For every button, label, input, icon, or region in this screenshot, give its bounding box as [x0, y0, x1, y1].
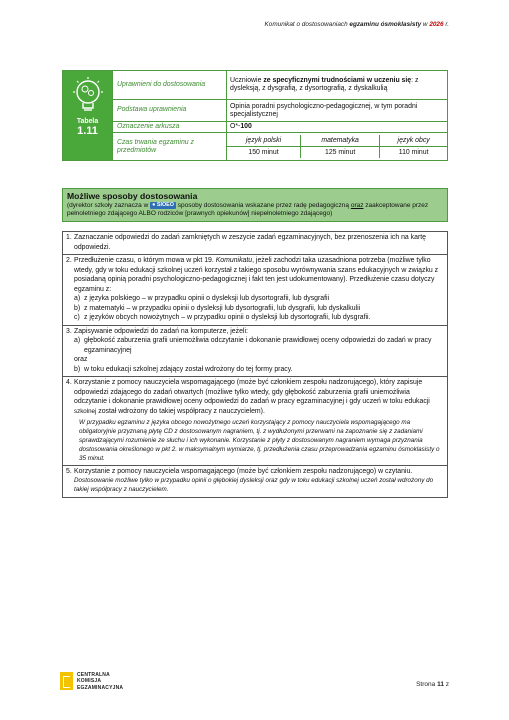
item-2-sub-a: a) z języka polskiego – w przypadku opinii o dysleksji lub dysortografii, lub dysgrafii [74, 295, 330, 303]
uprawnieni-value: Uczniowie ze specyficznymi trudnościami w uczeniu się: z dysleksją, z dysgrafią, z dysortografią, z dyskalkulią [227, 71, 448, 100]
item-2: 2. Przedłużenie czasu, o którym mowa w pkt 19. Komunikatu, jeżeli zachodzi taka uzasadniona potrzeba (możliwe tylko wtedy, gdy w toku edukacji szkolnej uczeń korzystał z takiego sposobu wyrównywania szans edukacyjnych w związku z posiadaną opinią poradni psychologiczno-pedagogicznej i fakt ten jest udokumentowany). Przedłużenie czasu dotyczy egzaminu z: a) z języka polskiego – w przypadku opinii o dysleksji lub dysortografii, lub dysgrafii b) z matematyki – w przypadku opinii o dysleksji lub dysortografii, lub dysgrafii, lub dyskalkulii c) z języków obcych nowożytnych – w przypadku opinii o dysleksji lub dysortografii, lub dysgrafii. [63, 255, 448, 326]
item-4-note: W przypadku egzaminu z języka obcego nowożytnego uczeń korzystający z pomocy nauczyciela wspomagającego ma obligatoryjnie przyznaną płytę CD z dostosowanym nagraniem, tj. z wydłużonymi przerwami na zapoznanie się z zadaniami sprawdzającymi rozumienie ze słuchu i ich wykonanie. Korzystanie z płyty z dostosowanym nagraniem wymaga przyznania dostosowania określonego w pkt 2. w maksymalnym wymiarze, tj. przedłużenia czasu przeprowadzania egzaminu ósmoklasisty o 35 minut. [79, 419, 440, 462]
page-number: Strona 11 z [416, 681, 449, 688]
item-3: 3. Zapisywanie odpowiedzi do zadań na komputerze, jeżeli: a) głębokość zaburzenia grafii uniemożliwia odczytanie i dokonanie prawidłowej oceny odpowiedzi do zadań w pracy egzaminacyjnej oraz b) w toku edukacji szkolnej zdający został wdrożony do tej formy pracy. [63, 325, 448, 377]
item-3-oraz: oraz [74, 356, 88, 364]
mozliwe-description: (dyrektor szkoły zaznacza w ● SIOEO sposoby dostosowania wskazane przez radę pedagogiczną oraz zaakceptowane przez pełnoletniego zdającego ALBO rodziców [prawnych opiekunów] niepełnoletniego zdającego) [67, 202, 429, 218]
item-2-sub-c: c) z języków obcych nowożytnych – w przypadku opinii o dysleksji lub dysortografii, lub dysgrafii. [74, 314, 371, 322]
lightbulb-head-icon [68, 75, 108, 115]
czas-label: Czas trwania egzaminu z przedmiotów [113, 133, 227, 161]
table-number: 1.11 [77, 125, 98, 138]
sioeo-logo-icon: ● SIOEO [152, 202, 174, 209]
oznaczenie-value: O*-100 [227, 122, 448, 133]
item-2-sub-b: b) z matematyki – w przypadku opinii o dysleksji lub dysortografii, lub dysgrafii, lub dyskalkulii [74, 304, 361, 312]
item-5: 5. Korzystanie z pomocy nauczyciela wspomagającego (może być członkiem zespołu nadzorującego) w czytaniu. Dostosowanie możliwe tylko w przypadku opinii o głębokiej dysleksji oraz gdy w toku edukacji szkolnej uczeń został wdrożony do takiej współpracy z nauczycielem. [63, 466, 448, 497]
oznaczenie-label: Oznaczenie arkusza [113, 122, 227, 133]
table-label: Tabela [76, 118, 99, 125]
item-5-note: Dostosowanie możliwe tylko w przypadku opinii o głębokiej dysleksji oraz gdy w toku edukacji szkolnej uczeń został wdrożony do takiej współpracy z nauczycielem. [74, 476, 434, 493]
podstawa-value: Opinia poradni psychologiczno-pedagogicznej, w tym poradni specjalistycznej [227, 100, 448, 122]
page-header: Komunikat o dostosowaniach egzaminu ósmoklasisty w 2026 r. [264, 21, 449, 28]
mozliwe-title: Możliwe sposoby dostosowania [67, 191, 198, 201]
mozliwe-sposoby-header [62, 188, 448, 222]
exam-year: 2026 [429, 21, 444, 28]
subject-polski: język polski [227, 135, 301, 147]
time-obcy: 110 minut [380, 147, 447, 159]
item-3-sub-a: a) głębokość zaburzenia grafii uniemożliwia odczytanie i dokonanie prawidłowej oceny odpowiedzi do zadań w pracy egzaminacyjnej [74, 337, 432, 354]
cke-logo-icon [60, 672, 73, 690]
item-1: 1. Zaznaczanie odpowiedzi do zadań zamkniętych w zeszycie zadań egzaminacyjnych, bez przenoszenia ich na kartę odpowiedzi. [63, 232, 448, 255]
info-table [62, 70, 448, 161]
czas-table [227, 135, 447, 158]
time-polski: 150 minut [248, 149, 279, 157]
uprawnieni-label: Uprawnieni do dostosowania [113, 71, 227, 100]
podstawa-label: Podstawa uprawnienia [113, 100, 227, 122]
subject-matematyka: matematyka [301, 135, 380, 147]
item-3-sub-b: b) w toku edukacji szkolnej zdający został wdrożony do tej formy pracy. [74, 365, 293, 373]
subject-obcy: język obcy [380, 135, 447, 147]
dostosowania-list [62, 231, 448, 498]
cke-logo [60, 672, 123, 691]
item-4: 4. Korzystanie z pomocy nauczyciela wspomagającego (może być członkiem zespołu nadzorującego), który zapisuje odpowiedzi zdającego do zadań otwartych (możliwe tylko wtedy, gdy głębokość zaburzenia grafii uniemożliwia odczytanie i dokonanie prawidłowej oceny odpowiedzi do zadań w pracy egzaminacyjnej i gdy uczeń w toku edukacji szkolnej został wdrożony do takiej współpracy z nauczycielem). W przypadku egzaminu z języka obcego nowożytnego uczeń korzystający z pomocy nauczyciela wspomagającego ma obligatoryjnie przyznaną płytę CD z dostosowanym nagraniem, tj. z wydłużonymi przerwami na zapoznanie się z zadaniami sprawdzającymi rozumienie ze słuchu i ich wykonanie. Korzystanie z płyty z dostosowanym nagraniem wymaga przyznania dostosowania określonego w pkt 2. w maksymalnym wymiarze, tj. przedłużenia czasu przeprowadzania egzaminu ósmoklasisty o 35 minut. [63, 377, 448, 466]
cke-logo-text: CENTRALNA KOMISJA EGZAMINACYJNA [77, 672, 124, 691]
czas-value [227, 133, 448, 161]
table-badge [63, 71, 113, 161]
time-matematyka: 125 minut [301, 147, 380, 159]
